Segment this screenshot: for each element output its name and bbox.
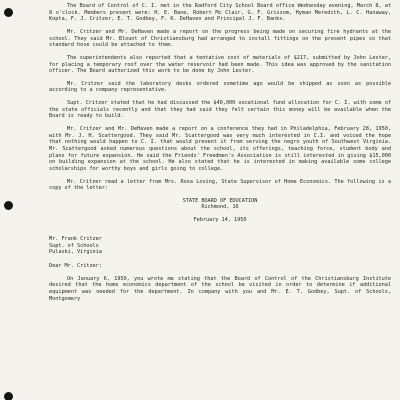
document-body — [49, 3, 391, 308]
paragraph-laboratory-desks: Mr. Critzer said the laboratory desks ordered sometime ago would be shipped as soon as possible according to a company representative. — [49, 80, 391, 94]
paragraph-meeting-attendance: The Board of Control of C. I. met in the Radford City School Board office Wednesday evening, March 8, at 8 o'clock. Members present were: H. E. Bane, Robert Mc Clair, G. F. Grissom, Hyman Meredith, L. C. Hanaway, Kopta, F. J. Critzer, E. T. Godbey, F. K. DeHaven and Principal J. F. Banks. — [49, 3, 391, 23]
binder-hole-top — [4, 8, 13, 17]
paragraph-vocational-fund: Supt. Critzer stated that he had discussed the $40,000 vocational fund allocation for C. I. with some of the state officials recently and that they had said they felt certain this money will be available when the Board is ready to build. — [49, 99, 391, 120]
letter-address-title: Supt. of Schools — [49, 242, 99, 249]
binder-hole-middle — [4, 201, 13, 210]
letter-salutation: Dear Mr. Critzer: — [49, 262, 102, 269]
letter-place: Richmond, 16 — [201, 204, 239, 211]
letter-body: On January 6, 1950, you wrote me stating that the Board of Control of the Christiansburg Institute desired that the home economics department of the school be visited in order to determine if additional equipment was needed for the department. In company with you and Mr. E. T. Godbey, Supt. of Schools, Montgomery — [49, 275, 391, 302]
letter-address-city: Pulaski, Virginia — [49, 249, 102, 256]
letter-heading: STATE BOARD OF EDUCATION — [182, 197, 258, 204]
letter-date: February 14, 1950 — [193, 217, 247, 224]
paragraph-fire-hydrants: Mr. Critzer and Mr. DeHaven made a report on the progress being made on securing fire hydrants at the school. They said Mr. Blount of Christiansburg had arranged to install fittings on the present pipes so that standard hose could be attached to them. — [49, 28, 391, 49]
binder-hole-bottom — [4, 392, 13, 400]
paragraph-reservoir-roof: The superintendents also reported that a tentative cost of materials of $217, submitted by John Lester, for placing a temporary roof over the water reservoir had been made. This idea was approved by the sanitation officer. The Board authorized this work to be done by John Lester. — [49, 54, 391, 75]
paragraph-philadelphia-conference: Mr. Critzer and Mr. DeHaven made a report on a conference they had in Philadelphia, February 28, 1950, with Mr. J. H. Scattergood. They said Mr. Scattergood was very much interested in C.I. and voiced the hope that nothing would happen to C. I. that would prevent it from serving the negro youth of Southwest Virginia. Mr. Scattergood asked numerous questions about the school, its offerings, teaching force, student body and plans for future expansion. He said the Friends' Freedmen's Association is still interested in giving $15,000 on building expansion at the school. He also stated that he is interested in making available some college scholarships for worthy boys and girls going to college. — [49, 125, 391, 173]
paragraph-letter-intro: Mr. Critzer read a letter from Mrs. Rosa Loving, State Supervisor of Home Economics. The following is a copy of the letter: — [49, 178, 391, 192]
letter-address-name: Mr. Frank Critzer — [49, 235, 102, 242]
